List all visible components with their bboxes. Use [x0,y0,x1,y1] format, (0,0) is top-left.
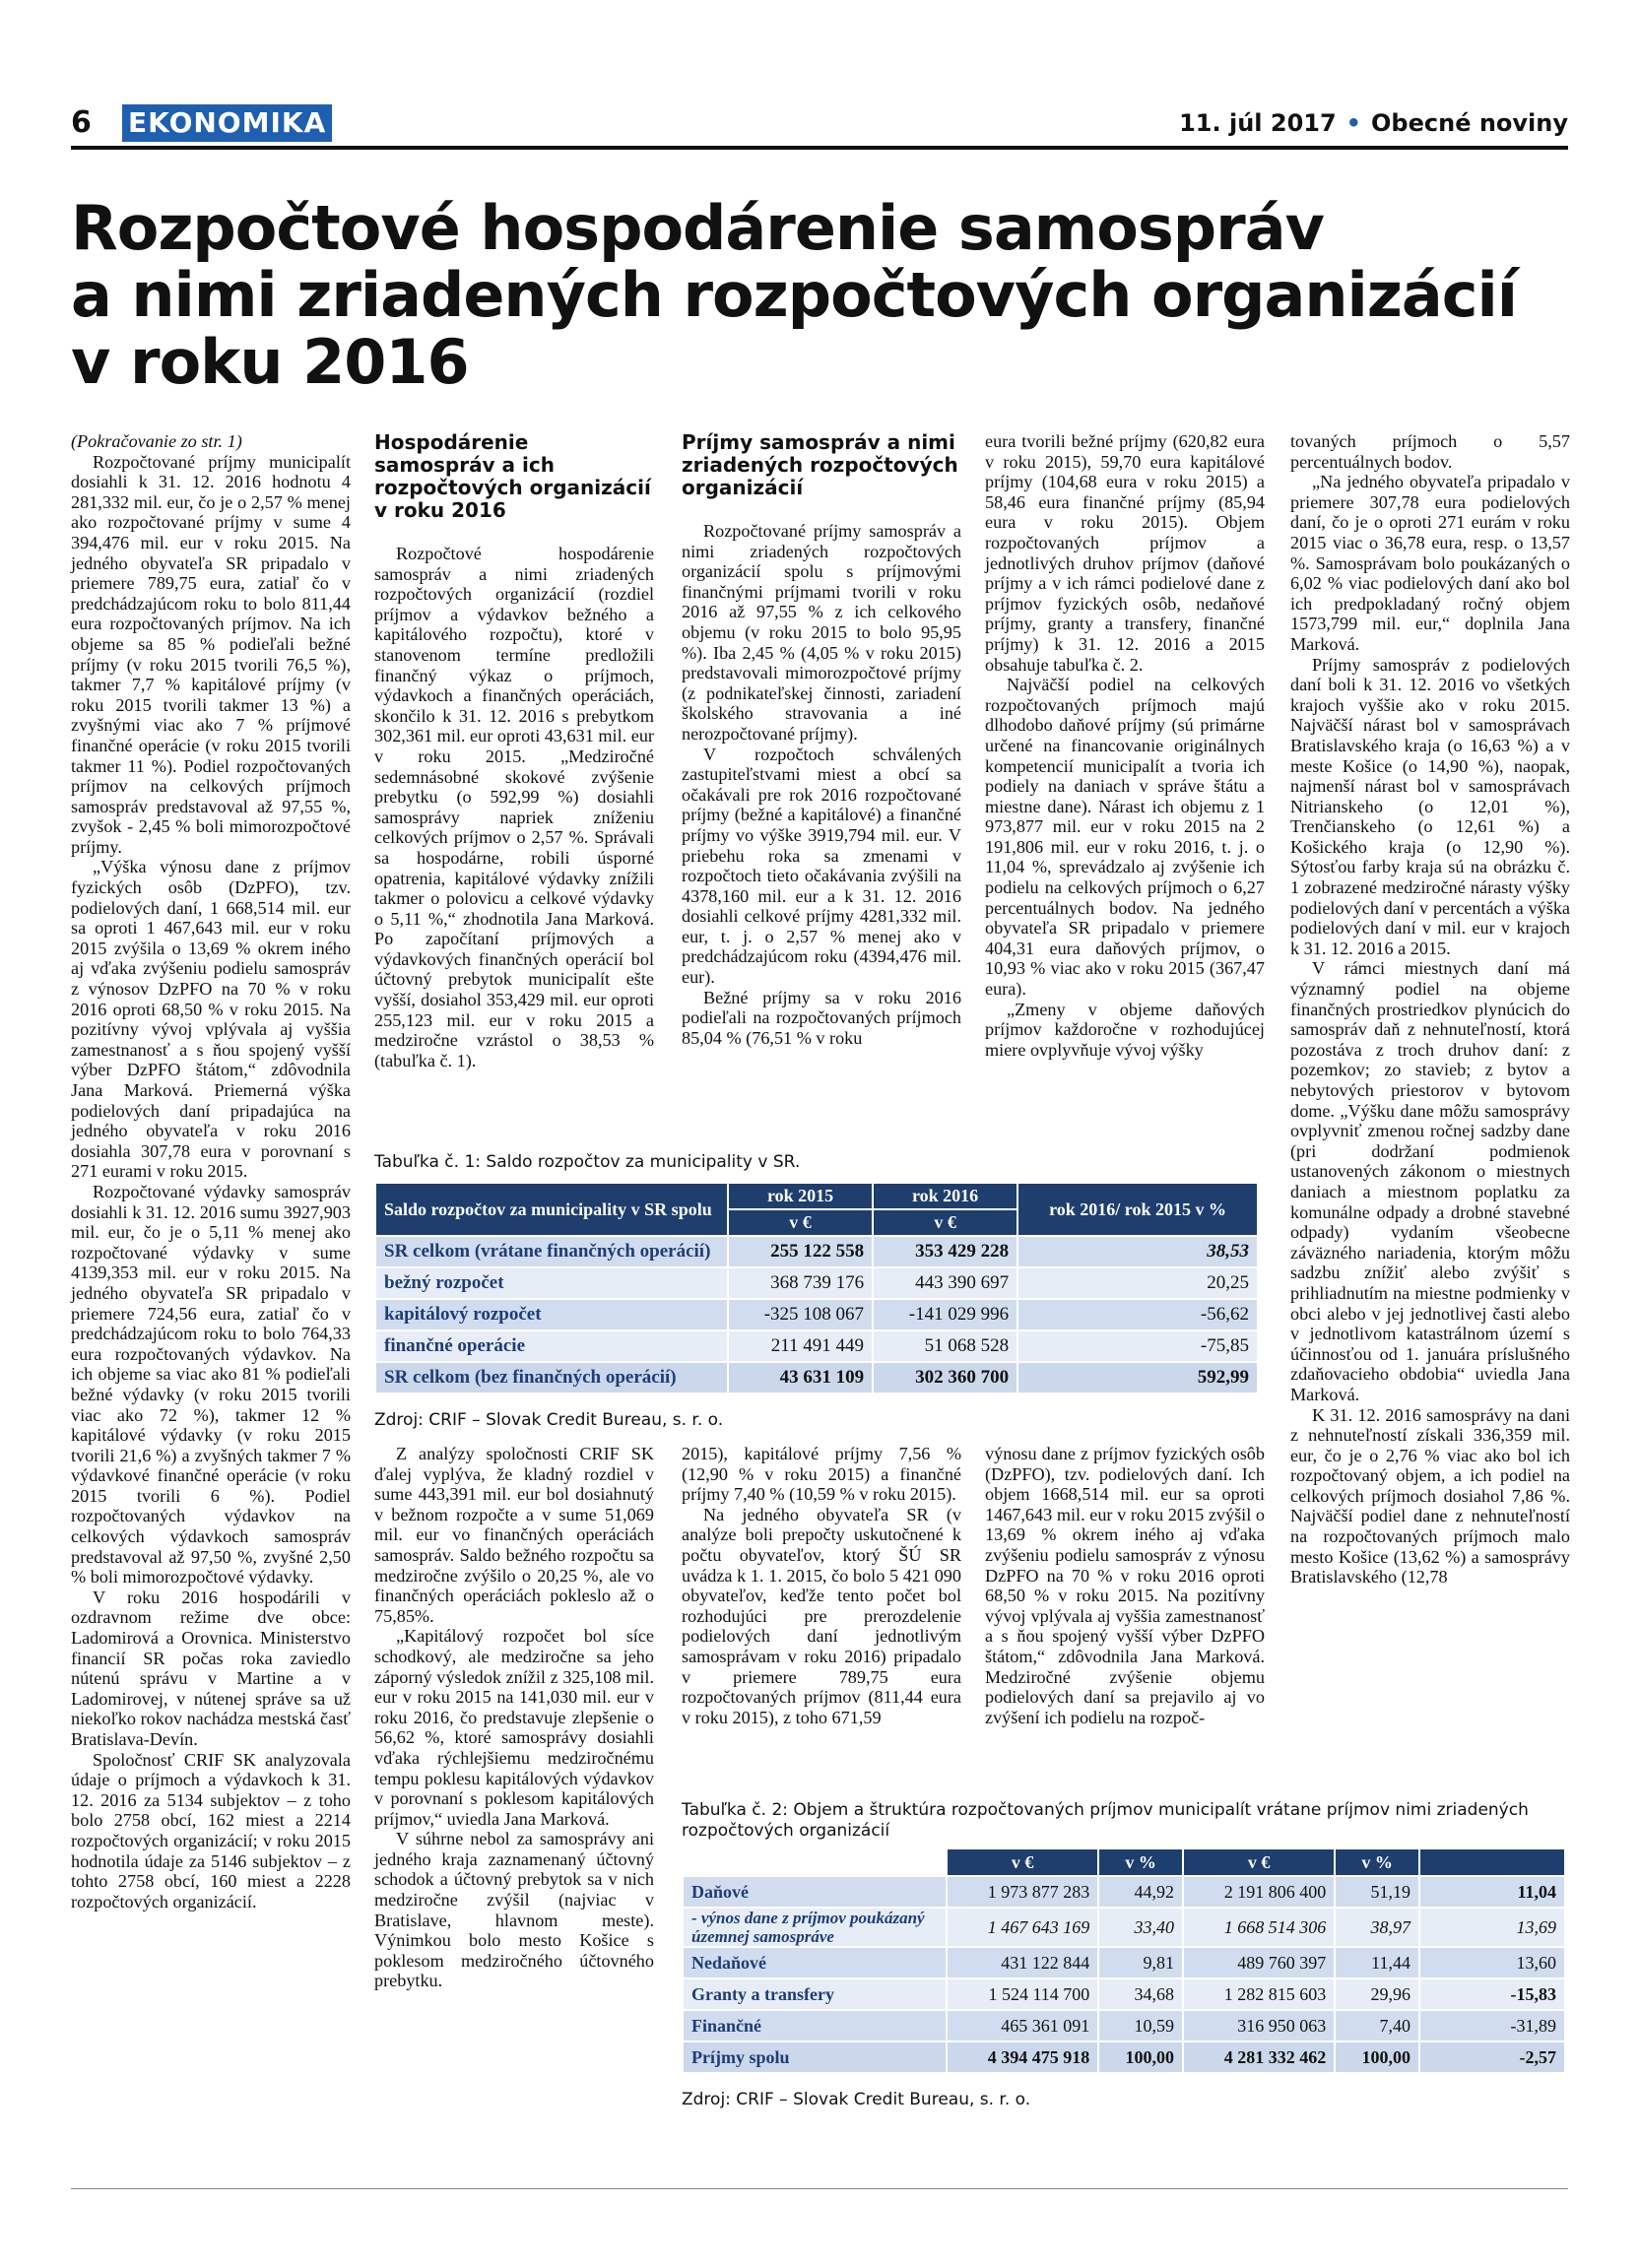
table-header-cell: rok 2016/ rok 2015 v % [1017,1183,1258,1236]
table-cell: -2,57 [1419,2041,1565,2073]
table-cell: 9,81 [1098,1947,1183,1978]
table-cell: finančné operácie [375,1330,728,1362]
article-column-4-bottom [985,1444,1265,1727]
paragraph: Spoločnosť CRIF SK analyzovala údaje o príjmoch a výdavkoch k 31. 12. 2016 za 5134 subjektov – z toho bolo 2758 obcí, 162 miest a 2214 rozpočtových organizácií; v roku 2015 hodnotila údaje za 5146 subjektov – z tohto 2758 obcí, 160 miest a 2228 rozpočtových organizácií. [71,1749,351,1912]
table-cell: kapitálový rozpočet [375,1299,728,1330]
article-column-1 [71,431,351,1912]
table-cell: 368 739 176 [728,1267,873,1299]
paragraph: Najväčší podiel na celkových rozpočtovaných príjmoch majú dlhodobo daňové príjmy (sú primárne určené na financovanie originálnych kompetencií municipalít a tvoria ich podiely na daniach v správe štátu a miestne dane). Nárast ich objemu z 1 973,877 mil. eur v roku 2015 na 2 191,806 mil. eur v roku 2016, t. j. o 11,04 %, sprevádzalo aj zvýšenie ich podielu na celkových príjmoch o 6,27 percentuálnych bodov. Na jedného obyvateľa SR pripadalo v priemere 404,31 eura daňových príjmov, o 10,93 % viac ako v roku 2015 (367,47 eura). [985,675,1265,1000]
table-header-row [375,1183,1258,1209]
table-cell: Daňové [683,1876,947,1908]
table-cell: 34,68 [1098,1978,1183,2010]
table-1-caption: Tabuľka č. 1: Saldo rozpočtov za municipality v SR. [374,1152,801,1172]
table-row [375,1236,1258,1267]
table-row [683,1978,1565,2010]
table-header-cell: v € [947,1848,1098,1876]
table-cell: Granty a transfery [683,1978,947,2010]
table-cell: 4 281 332 462 [1183,2041,1335,2073]
paragraph: Rozpočtované príjmy municipalít dosiahli k 31. 12. 2016 hodnotu 4 281,332 mil. eur, čo je o 2,57 % menej ako rozpočtované príjmy v sume 4 394,476 mil. eur v roku 2015. Na jedného obyvateľa SR pripadalo v priemere 789,75 eura, zatiaľ čo v predchádzajúcom roku to bolo 811,44 eura rozpočtovaných príjmov. Na ich objeme sa 85 % podieľali bežné príjmy (v roku 2015 tvorili 76,5 %), takmer 7,7 % kapitálové príjmy (v roku 2015 tvorili takmer 13 %) a zvyšnými viac ako 7 % príjmové finančné operácie (v roku 2015 tvorili takmer 11 %). Podiel rozpočtovaných príjmov na celkových príjmoch samospráv predstavoval až 97,55 %, zvyšok - 2,45 % boli mimorozpočtové príjmy. [71,451,351,857]
table-header-cell: v % [1098,1848,1183,1876]
table-row [375,1267,1258,1299]
paragraph: Rozpočtové hospodárenie samospráv a nimi zriadených rozpočtových organizácií (rozdiel príjmov a výdavkov bežného a kapitálového rozpočtu), ktoré v stanovenom termíne predložili finančný výkaz o príjmoch, výdavkoch a finančných operáciách, skončilo k 31. 12. 2016 s prebytkom 302,361 mil. eur oproti 43,631 mil. eur v roku 2015. „Medziročné sedemnásobné skokové zvýšenie prebytku (o 592,99 %) dosiahli samosprávy napriek zníženiu celkových príjmov o 2,57 %. Správali sa hospodárne, robili úsporné opatrenia, kapitálové výdavky znížili takmer o polovicu a celkové výdavky o 5,11 %,“ zhodnotila Jana Marková. Po započítaní príjmových a výdavkových finančných operácií bol účtovný prebytok municipalít ešte vyšší, dosiahol 353,429 mil. eur oproti 255,123 mil. eur v roku 2015 a medziročne vzrástol o 38,53 % (tabuľka č. 1). [374,544,654,1070]
paragraph: Príjmy samospráv z podielových daní boli k 31. 12. 2016 vo všetkých krajoch vyššie ako v roku 2015. Najväčší nárast bol v samosprávach Bratislavského kraja (o 16,63 %) a v meste Košice (o 14,90 %), naopak, najmenší nárast bol v samosprávach Nitrianskeho (o 12,01 %), Trenčianskeho (o 12,61 %) a Košického kraja (o 12,90 %). Sýtosťou farby kraja sú na obrázku č. 1 zobrazené medziročné nárasty výšky podielových daní v percentách a výška podielových daní v mil. eur v krajoch k 31. 12. 2016 a 2015. [1290,654,1570,958]
paragraph: K 31. 12. 2016 samosprávy na dani z nehnuteľností získali 336,359 mil. eur, čo je o 2,76 % viac ako bol ich rozpočtovaný objem, a ich podiel na celkových príjmoch dosiahol 7,86 %. Najväčší podiel dane z nehnuteľností na rozpočtovaných príjmoch malo mesto Košice (13,62 %) a samosprávy Bratislavského (12,78 [1290,1404,1570,1588]
article-column-2-bottom [374,1444,654,1991]
table-row [683,1908,1565,1947]
table-cell: Nedaňové [683,1947,947,1978]
table-cell: 2 191 806 400 [1183,1876,1335,1908]
paragraph: Rozpočtované výdavky samospráv dosiahli k 31. 12. 2016 sumu 3927,903 mil. eur, čo je o 5,11 % menej ako rozpočtované výdavky v sume 4139,353 mil. eur v roku 2015. Na jedného obyvateľa SR pripadalo v priemere 724,56 eura, zatiaľ čo v predchádzajúcom roku to bolo 764,33 eura rozpočtovaných výdavkov. Na ich objeme sa viac ako 81 % podieľali bežné výdavky (v roku 2015 tvorili viac ako 72 %), takmer 12 % kapitálové výdavky (v roku 2015 tvorili 21,6 %) a zvyšných takmer 7 % výdavkové finančné operácie (v roku 2015 tvorili 6 %). Podiel rozpočtovaných výdavkov na celkových výdavkoch samospráv predstavoval až 97,50 %, zvyšné 2,50 % boli mimorozpočtové výdavky. [71,1181,351,1588]
paragraph: 2015), kapitálové príjmy 7,56 % (12,90 % v roku 2015) a finančné príjmy 7,40 % (10,59 % v roku 2015). [682,1444,961,1505]
paragraph: Bežné príjmy sa v roku 2016 podieľali na rozpočtovaných príjmoch 85,04 % (76,51 % v roku [682,987,961,1048]
table-cell: 43 631 109 [728,1362,873,1393]
table-cell: -141 029 996 [873,1299,1017,1330]
subheading-hospodarenie: Hospodárenie samospráv a ich rozpočtových organizácií v roku 2016 [374,430,651,522]
table-cell: 1 524 114 700 [947,1978,1098,2010]
table-cell: 51 068 528 [873,1330,1017,1362]
paragraph: Na jedného obyvateľa SR (v analýze boli prepočty uskutočnené k počtu obyvateľov, ktorý ŠÚ SR uvádza k 1. 1. 2015, čo bolo 5 421 090 obyvateľov, keďže tento počet bol rozhodujúci pre prerozdelenie podielových daní jednotlivým samosprávam v roku 2016) pripadalo v priemere 789,75 eura rozpočtovaných príjmov (811,44 eura v roku 2015), z toho 671,59 [682,1504,961,1727]
subheading-prijmy: Príjmy samospráv a nimi zriadených rozpočtových organizácií [682,430,958,499]
table-cell: -75,85 [1017,1330,1258,1362]
table-row [375,1362,1258,1393]
paragraph: Z analýzy spoločnosti CRIF SK ďalej vyplýva, že kladný rozdiel v sume 443,391 mil. eur bol dosiahnutý v bežnom rozpočte a v sume 51,069 mil. eur vo finančných operáciách samospráv. Saldo bežného rozpočtu sa medziročne zvýšilo o 20,25 %, ale vo finančných operáciách pokleslo až o 75,85%. [374,1444,654,1626]
table-cell: - výnos dane z príjmov poukázaný územnej samospráve [683,1908,947,1947]
table-cell: bežný rozpočet [375,1267,728,1299]
paragraph: „Zmeny v objeme daňových príjmov každoročne v rozhodujúcej miere ovplyvňuje vývoj výšky [985,999,1265,1060]
table-cell: 51,19 [1335,1876,1419,1908]
header-separator: • [1345,109,1362,137]
table-header-cell: v € [728,1209,873,1236]
table-row [683,1947,1565,1978]
table-cell: 592,99 [1017,1362,1258,1393]
page-header [71,102,1568,144]
article-column-5 [1290,431,1570,1588]
table-cell: 11,44 [1335,1947,1419,1978]
table-cell: 1 282 815 603 [1183,1978,1335,2010]
table-header-cell: rok 2016 [873,1183,1017,1209]
table-cell: 20,25 [1017,1267,1258,1299]
table-cell: 100,00 [1335,2041,1419,2073]
table-2 [682,1847,1566,2074]
table-cell: Príjmy spolu [683,2041,947,2073]
paragraph: V rozpočtoch schválených zastupiteľstvami miest a obcí sa očakávali pre rok 2016 rozpočtované príjmy (bežné a kapitálové) a finančné príjmy vo výške 3919,794 mil. eur. V priebehu roka sa zmenami v rozpočtoch tieto očakávania zvýšili na 4378,160 mil. eur a k 31. 12. 2016 dosiahli celkové príjmy 4281,332 mil. eur, t. j. o 2,57 % menej ako v predchádzajúcom roku (4394,476 mil. eur). [682,744,961,988]
table-cell: 255 122 558 [728,1236,873,1267]
table-cell: SR celkom (bez finančných operácií) [375,1362,728,1393]
paragraph: Rozpočtované príjmy samospráv a nimi zriadených rozpočtových organizácií spolu s príjmovými finančnými príjmami tvorili v roku 2016 až 97,55 % z ich celkového objemu (v roku 2015 to bolo 95,95 %). Iba 2,45 % (4,05 % v roku 2015) predstavovali mimorozpočtové príjmy (z podnikateľskej činnosti, zariadení školského stravovania a iné nerozpočtované príjmy). [682,521,961,744]
headline-line-3: v roku 2016 [71,326,469,398]
table-header-cell: Saldo rozpočtov za municipality v SR spolu [375,1183,728,1236]
table-cell: 211 491 449 [728,1330,873,1362]
table-cell: 302 360 700 [873,1362,1017,1393]
table-header-cell: v % [1335,1848,1419,1876]
article-column-2 [374,431,654,1070]
table-cell: 13,69 [1419,1908,1565,1947]
article-column-4 [985,431,1265,1060]
table-cell: 4 394 475 918 [947,2041,1098,2073]
article-column-3-bottom [682,1444,961,1727]
paragraph: „Kapitálový rozpočet bol síce schodkový, ale medziročne sa jeho záporný výsledok znížil z 325,108 mil. eur v roku 2015 na 141,030 mil. eur v roku 2016, čo predstavuje zlepšenie o 56,62 %, ktoré samosprávy dosiahli vďaka rýchlejšiemu medziročnému tempu poklesu kapitálových výdavkov v porovnaní s poklesom kapitálových príjmov,“ uviedla Jana Marková. [374,1626,654,1829]
table-cell: 431 122 844 [947,1947,1098,1978]
table-cell: 316 950 063 [1183,2010,1335,2041]
headline-line-1: Rozpočtové hospodárenie samospráv [71,192,1324,264]
paragraph: V súhrne nebol za samosprávy ani jedného kraja zaznamenaný účtovný schodok a účtovný prebytok sa v nich medziročne zvýšil (najviac v Bratislave, hlavnom meste). Výnimkou bolo mesto Košice s poklesom medziročného účtovného prebytku. [374,1829,654,1991]
table-2-caption: Tabuľka č. 2: Objem a štruktúra rozpočtovaných príjmov municipalít vrátane príjmov nimi zriadených rozpočtových organizácií [682,1800,1529,1841]
table-row [375,1299,1258,1330]
table-cell: 10,59 [1098,2010,1183,2041]
table-cell: 1 467 643 169 [947,1908,1098,1947]
table-row [683,2041,1565,2073]
table-cell: 29,96 [1335,1978,1419,2010]
header-dateline [1179,102,1568,144]
paragraph: V roku 2016 hospodárili v ozdravnom režime dve obce: Ladomirová a Orovnica. Ministerstvo financií SR počas roka zaviedlo nútenú správu v Martine a v Ladomirovej, v nútenej správe sa už niekoľko rokov nachádza mestská časť Bratislava-Devín. [71,1587,351,1749]
paragraph: tovaných príjmoch o 5,57 percentuálnych bodov. [1290,431,1570,472]
header-rule [71,146,1568,150]
table-cell: 489 760 397 [1183,1947,1335,1978]
table-cell: 1 973 877 283 [947,1876,1098,1908]
table-header-row [683,1848,1565,1876]
table-header-cell [1419,1848,1565,1876]
table-1 [374,1182,1259,1394]
table-cell: 7,40 [1335,2010,1419,2041]
table-2-source: Zdroj: CRIF – Slovak Credit Bureau, s. r. o. [682,2090,1031,2109]
table-header-cell [683,1848,947,1876]
headline-line-2: a nimi zriadených rozpočtových organizácií [71,259,1517,331]
continuation-note: (Pokračovanie zo str. 1) [71,431,242,451]
table-cell: 33,40 [1098,1908,1183,1947]
issue-date: 11. júl 2017 [1179,109,1337,137]
table-cell: Finančné [683,2010,947,2041]
publication-name: Obecné noviny [1371,109,1568,137]
table-row [683,2010,1565,2041]
section-label: EKONOMIKA [122,104,332,142]
table-cell: 44,92 [1098,1876,1183,1908]
paragraph: „Výška výnosu dane z príjmov fyzických osôb (DzPFO), tzv. podielových daní, 1 668,514 mil. eur sa oproti 1 467,643 mil. eur v roku 2015 zvýšila o 13,69 % okrem iného aj vďaka zvýšeniu podielu samospráv z výnosov DzPFO na 70 % v roku 2016 oproti 68,50 % v roku 2015. Na pozitívny vývoj vplývala aj vyššia zamestnanosť a s ňou spojený vyšší výber DzPFO štátom,“ zdôvodnila Jana Marková. Priemerná výška podielových daní pripadajúca na jedného obyvateľa v roku 2016 dosiahla 307,78 eura v porovnaní s 271 eurami v roku 2015. [71,857,351,1182]
table-cell: -325 108 067 [728,1299,873,1330]
table-cell: 38,53 [1017,1236,1258,1267]
table-cell: 11,04 [1419,1876,1565,1908]
table-cell: -31,89 [1419,2010,1565,2041]
page-number: 6 [71,105,92,140]
table-cell: 465 361 091 [947,2010,1098,2041]
article-column-3 [682,431,961,1048]
table-header-cell: v € [1183,1848,1335,1876]
paragraph: V rámci miestnych daní má významný podiel na objeme finančných prostriedkov plynúcich do samospráv daň z nehnuteľností, ktorá pozostáva z troch druhov daní: z pozemkov; zo stavieb; z bytov a nebytových priestorov v bytovom dome. „Výšku dane môžu samosprávy ovplyvniť zmenou ročnej sadzby dane (pri dodržaní podmienok ustanovených zákonom o miestnych daniach a miestnom poplatku za komunálne odpady a drobné stavebné odpady) vydaním všeobecne záväzného nariadenia, ktorým môžu sadzbu znížiť alebo zvýšiť s prihliadnutím na miestne podmienky v obci alebo v jej jednotlivej časti alebo v jednotlivom katastrálnom území s účinnosťou od 1. januára príslušného zdaňovacieho obdobia“ uviedla Jana Marková. [1290,958,1570,1404]
article-headline [71,192,1548,398]
paragraph: eura tvorili bežné príjmy (620,82 eura v roku 2015), 59,70 eura kapitálové príjmy (104,68 eura v roku 2015) a 58,46 eura finančné príjmy (85,94 eura v roku 2015). Objem rozpočtovaných príjmov a jednotlivých druhov príjmov (daňové príjmy a v ich rámci podielové dane z príjmov fyzických osôb, nedaňové príjmy, granty a transfery, finančné príjmy) k 31. 12. 2016 a 2015 obsahuje tabuľka č. 2. [985,431,1265,675]
table-cell: 13,60 [1419,1947,1565,1978]
table-cell: 38,97 [1335,1908,1419,1947]
table-1-source: Zdroj: CRIF – Slovak Credit Bureau, s. r. o. [374,1410,724,1430]
table-cell: 1 668 514 306 [1183,1908,1335,1947]
table-row [683,1876,1565,1908]
table-header-cell: rok 2015 [728,1183,873,1209]
table-cell: SR celkom (vrátane finančných operácií) [375,1236,728,1267]
table-header-cell: v € [873,1209,1017,1236]
table-cell: 100,00 [1098,2041,1183,2073]
table-cell: 353 429 228 [873,1236,1017,1267]
table-row [375,1330,1258,1362]
paragraph: výnosu dane z príjmov fyzických osôb (DzPFO), tzv. podielových daní. Ich objem 1668,514 mil. eur sa oproti 1467,643 mil. eur v roku 2015 zvýšil o 13,69 % okrem iného aj vďaka zvýšeniu podielu samospráv z výnosu DzPFO na 70 % v roku 2016 oproti 68,50 % v roku 2015. Na pozitívny vývoj vplývala aj vyššia zamestnanosť a s ňou spojený vyšší výber DzPFO štátom,“ zdôvodnila Jana Marková. Medziročné zvýšenie objemu podielových daní sa prejavilo aj vo zvýšení ich podielu na rozpoč- [985,1444,1265,1727]
table-cell: -15,83 [1419,1978,1565,2010]
paragraph: „Na jedného obyvateľa pripadalo v priemere 307,78 eura podielových daní, čo je o oproti 271 eurám v roku 2015 viac o 36,78 eura, resp. o 13,57 %. Samosprávam bolo poukázaných o 6,02 % viac podielových daní ako bol ich predpokladaný ročný objem 1573,799 mil. eur,“ doplnila Jana Marková. [1290,472,1570,654]
footer-rule [71,2188,1568,2189]
table-cell: -56,62 [1017,1299,1258,1330]
table-cell: 443 390 697 [873,1267,1017,1299]
